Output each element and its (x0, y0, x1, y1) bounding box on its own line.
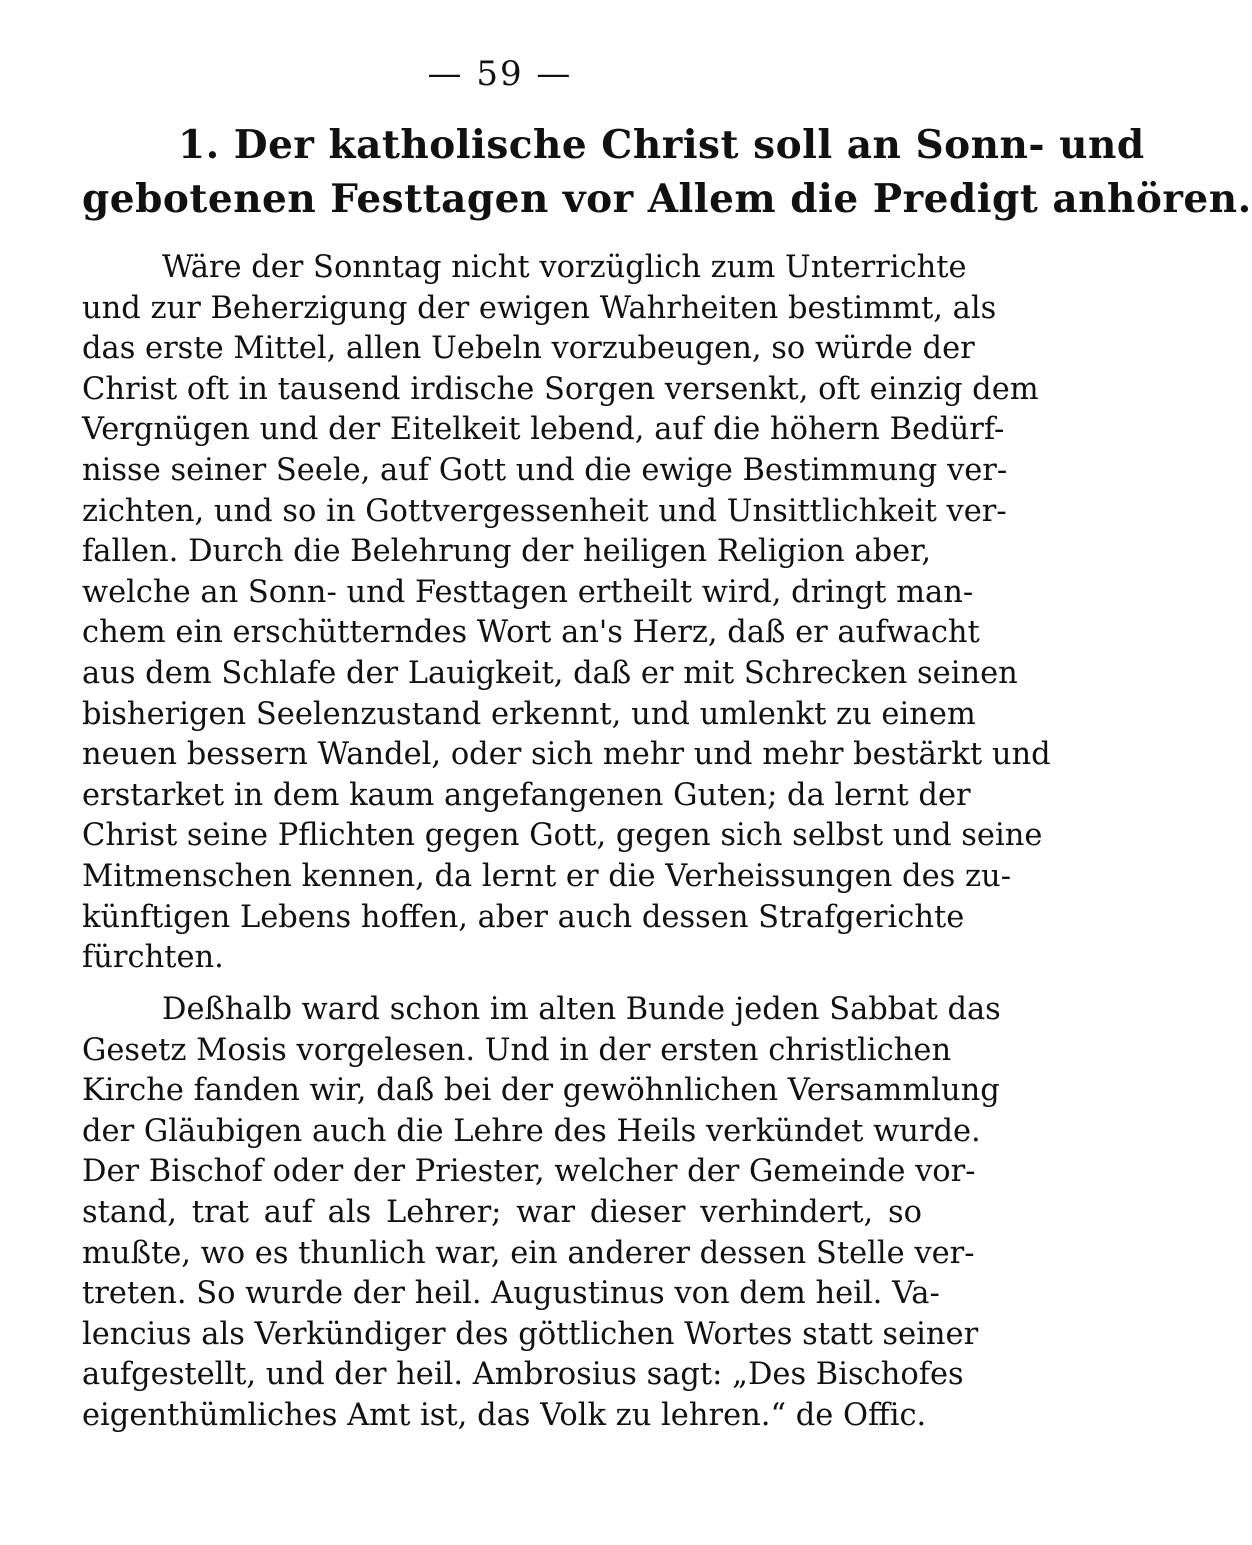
text-line: Mitmenschen kennen, da lernt er die Verheissungen des zu- (82, 858, 1011, 894)
text-line: mußte, wo es thunlich war, ein anderer dessen Stelle ver- (82, 1235, 975, 1271)
text-line: Wäre der Sonntag nicht vorzüglich zum Unterrichte (162, 250, 967, 285)
text-line: Der Bischof oder der Priester, welcher der Gemeinde vor- (82, 1154, 976, 1190)
text-line: stand, trat auf als Lehrer; war dieser verhindert, so (82, 1194, 922, 1230)
text-line: Vergnügen und der Eitelkeit lebend, auf die höhern Bedürf- (82, 412, 1005, 448)
text-line: welche an Sonn- und Festtagen ertheilt wird, dringt man- (82, 574, 974, 610)
heading-line: 1. Der katholische Christ soll an Sonn- und (178, 122, 1145, 168)
section-heading (82, 118, 1252, 226)
text-line: bisherigen Seelenzustand erkennt, und umlenkt zu einem (82, 696, 976, 732)
text-line: Gesetz Mosis vorgelesen. Und in der ersten christlichen (82, 1032, 952, 1068)
text-line: aus dem Schlafe der Lauigkeit, daß er mit Schrecken seinen (82, 655, 1018, 691)
text-line: zichten, und so in Gottvergessenheit und Unsittlichkeit ver- (82, 493, 1007, 529)
text-line: nisse seiner Seele, auf Gott und die ewige Bestimmung ver- (82, 452, 1008, 488)
text-line: erstarket in dem kaum angefangenen Guten; da lernt der (82, 777, 971, 813)
text-line: Deßhalb ward schon im alten Bunde jeden Sabbat das (162, 992, 1001, 1027)
text-line: Christ seine Pflichten gegen Gott, gegen sich selbst und seine (82, 818, 1043, 854)
text-line: das erste Mittel, allen Uebeln vorzubeugen, so würde der (82, 331, 975, 367)
text-line: lencius als Verkündiger des göttlichen Wortes statt seiner (82, 1316, 979, 1352)
text-line: künftigen Lebens hoffen, aber auch dessen Strafgerichte (82, 899, 965, 935)
text-line: fallen. Durch die Belehrung der heiligen Religion aber, (82, 534, 932, 570)
text-line: Kirche fanden wir, daß bei der gewöhnlichen Versammlung (82, 1073, 1000, 1109)
text-line: neuen bessern Wandel, oder sich mehr und mehr bestärkt und (82, 737, 1051, 773)
paragraph-2 (82, 990, 1001, 1437)
text-line: treten. So wurde der heil. Augustinus von dem heil. Va- (82, 1276, 940, 1312)
text-line: chem ein erschütterndes Wort an's Herz, daß er aufwacht (82, 615, 980, 651)
text-line: Christ oft in tausend irdische Sorgen versenkt, oft einzig dem (82, 371, 1039, 407)
text-line: und zur Beherzigung der ewigen Wahrheiten bestimmt, als (82, 290, 997, 326)
text-line: fürchten. (82, 940, 224, 976)
text-line: der Gläubigen auch die Lehre des Heils verkündet wurde. (82, 1113, 981, 1149)
text-line: eigenthümliches Amt ist, das Volk zu lehren.“ de Offic. (82, 1397, 927, 1433)
page-number: — 59 — (427, 54, 573, 94)
heading-line: gebotenen Festtagen vor Allem die Predigt anhören. (82, 176, 1252, 222)
paragraph-1 (82, 248, 1051, 979)
text-line: aufgestellt, und der heil. Ambrosius sagt: „Des Bischofes (82, 1357, 964, 1393)
